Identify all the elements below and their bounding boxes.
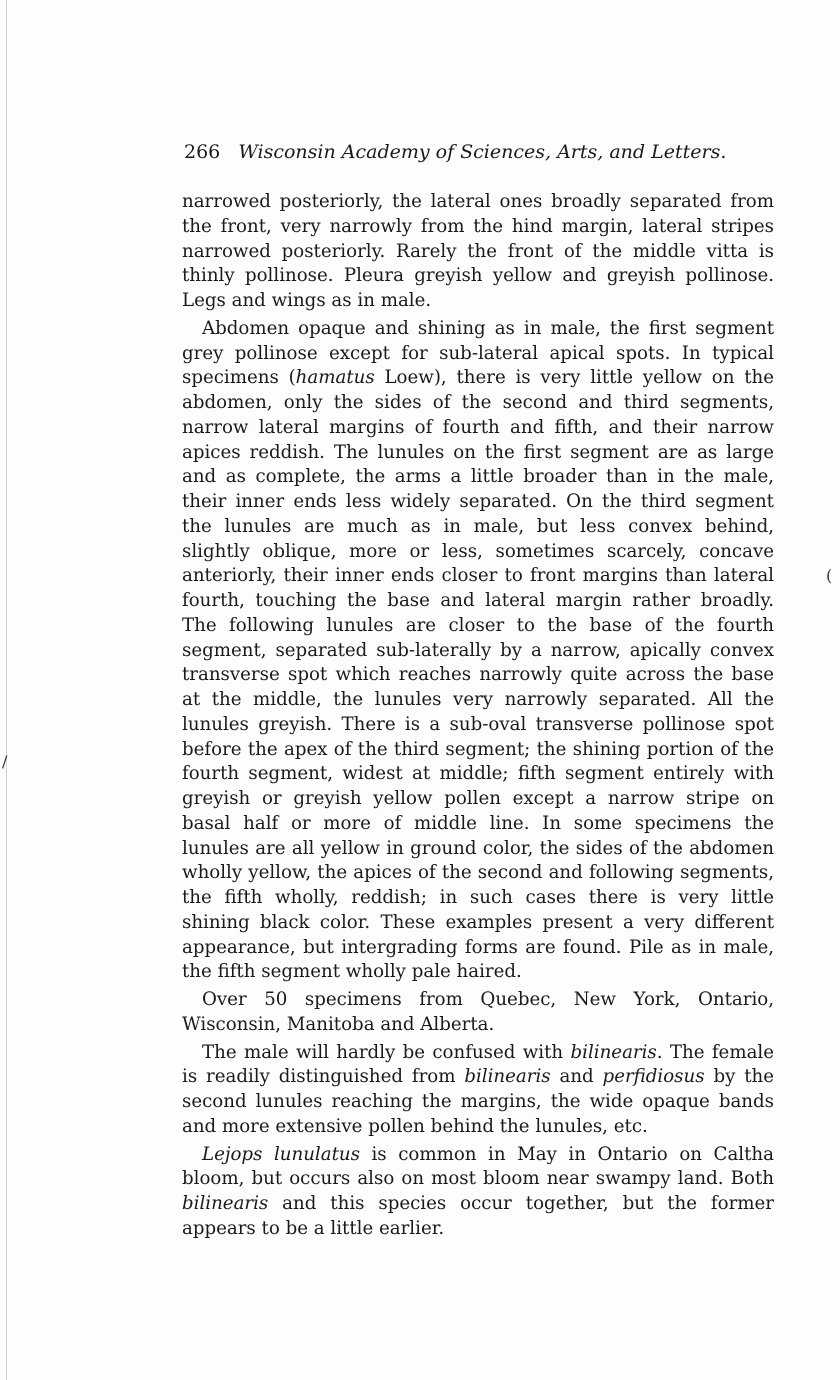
species-name: perfidiosus bbox=[602, 1066, 705, 1088]
paragraph-text: narrowed posteriorly, the lateral ones broadly separated from the front, very narrowly from the hind margin, lateral stripes narrowed posteriorly. Rarely the front of the middle vitta is thinly pollinose. Pleura greyish yellow and greyish pollinose. Legs and wings as in male. bbox=[182, 191, 774, 311]
paragraph-3 bbox=[182, 988, 774, 1038]
margin-mark-left: / bbox=[2, 752, 8, 771]
paragraph-text: Abdomen opaque and shining as in male, the first segment grey pollinose except for sub-lateral apical spots. In typical specimens ( bbox=[182, 317, 774, 389]
paragraph-4 bbox=[182, 1041, 774, 1140]
paragraph-1 bbox=[182, 190, 774, 314]
paragraph-text: and bbox=[550, 1066, 603, 1088]
binding-edge bbox=[6, 0, 7, 1380]
species-name: bilinearis bbox=[182, 1193, 269, 1214]
species-name: bilinearis bbox=[464, 1066, 551, 1088]
species-name: bilinearis bbox=[570, 1041, 657, 1063]
paragraph-2 bbox=[182, 317, 774, 985]
paragraph-text: Loew), there is very little yellow on the abdomen, only the sides of the second and third segments, narrow lateral margins of fourth and fifth, and their narrow apices reddish. The lunules on the first segment are as large and as complete, the arms a little broader than in the male, their inner ends less widely separated. On the third segment the lunules are much as in male, but less convex behind, slightly oblique, more or less, sometimes scarcely, concave anteriorly, their inner ends closer to front margins than lateral fourth, touching the base and lateral margin rather broadly. The following lunules are closer to the base of the fourth segment, separated sub-laterally by a narrow, apically convex transverse spot which reaches narrowly quite across the base at the middle, the lunules very narrowly separated. All the lunules greyish. There is a sub-oval transverse pollinose spot before the apex of the third segment; the shining portion of the fourth segment, widest at middle; fifth segment entirely with greyish or greyish yellow pollen except a narrow stripe on basal half or more of middle line. In some specimens the lunules are all yellow in ground color, the sides of the abdomen wholly yellow, the apices of the second and following segments, the fifth wholly, reddish; in such cases there is very little shining black color. These examples present a very different appearance, but intergrading forms are found. Pile as in male, the fifth segment wholly pale haired. bbox=[182, 367, 774, 983]
page-number: 266 bbox=[184, 141, 221, 163]
paragraph-5 bbox=[182, 1143, 774, 1242]
body-text bbox=[182, 190, 774, 1242]
paragraph-text: The male will hardly be confused with bbox=[202, 1041, 571, 1063]
paragraph-text: and this species occur together, but the former appears to be a little earlier. bbox=[182, 1193, 774, 1239]
paragraph-text: is common in May in Ontario on Caltha bloom, but occurs also on most bloom near swampy land. Both bbox=[182, 1143, 774, 1190]
paragraph-text: by the second lunules reaching the margins, the wide opaque bands and more extensive pollen behind the lunules, etc. bbox=[182, 1066, 775, 1137]
species-name: hamatus bbox=[295, 367, 375, 389]
running-header bbox=[184, 138, 744, 166]
species-name: Lejops lunulatus bbox=[202, 1143, 360, 1165]
paragraph-text: . The female is readily distinguished from bbox=[182, 1041, 774, 1088]
running-title: Wisconsin Academy of Sciences, Arts, and Letters. bbox=[238, 141, 727, 163]
paragraph-text: Over 50 specimens from Quebec, New York, Ontario, Wisconsin, Manitoba and Alberta. bbox=[182, 989, 774, 1035]
margin-mark-right: ( bbox=[826, 566, 833, 585]
